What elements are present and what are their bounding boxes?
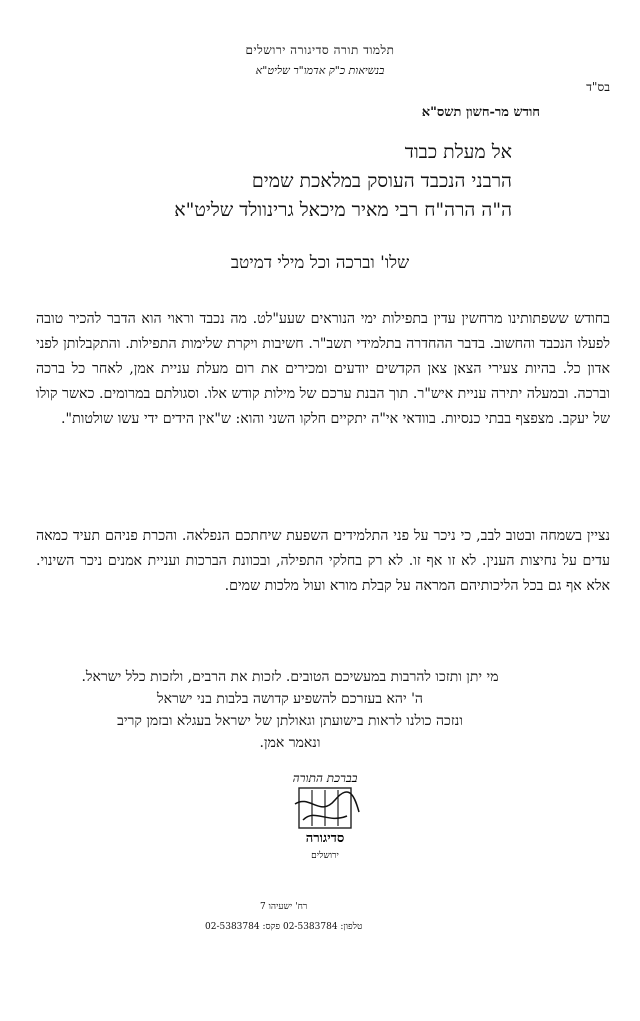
closing-line-3: ונזכה כולנו לראות בישועתן וגאולתן של ישראל בעגלא ובזמן קריב: [117, 713, 463, 729]
closing-line-4: ונאמר אמן.: [259, 735, 321, 751]
bsd-mark: בס"ד: [586, 80, 610, 94]
address-line-3: ה"ה הרה"ח רבי מאיר מיכאל גרינוולד שליט"א: [174, 199, 512, 221]
body-paragraph-2: נציין בשמחה ובטוב לבב, כי ניכר על פני התלמידים השפעת שיחתכם הנפלאה. והכרת פניהם תעיד כמאה עדים על נחיצות הענין. לא זו אף זו. לא רק בחלקי התפילה, ובכוונת הברכות ועניית אמנים ניכר השינוי. אלא אף גם בכל הליכותיהם המראה על קבלת מורא ועול מלכות שמים.: [36, 528, 610, 594]
greeting: שלו' וברכה וכל מילי דמיטב: [230, 253, 410, 273]
closing-blessing: [30, 666, 550, 754]
address-line-1: אל מעלת כבוד: [404, 141, 512, 163]
stamp-blessing: בברכת התורה: [292, 771, 358, 785]
address-line-2: הרבני הנכבד העוסק במלאכת שמים: [251, 170, 512, 192]
letterhead-subtitle: בנשיאות כ"ק אדמו"ר שליט"א: [255, 64, 385, 77]
body-paragraph-1: בחודש ששפתותינו מרחשין עדין בתפילות ימי הנוראים שעע"לט. מה נכבד וראוי הוא הדבר להכיר טובה לפעלו הנכבד והחשוב. בדבר ההחדרה בתלמידי תשב"ר. חשיבות ויקרת שלימות התפילות. והתקבלותן לפני אדון כל. בהיות צעירי הצאן צאן הקדשים יודעים ומכירים את רום מעלת עניית אמן, לאחר כל ברכה וברכה. ובמעלה יתירה עניית איש"ר. תוך הבנת ערכם של מילות קודש אלו. וסגולתם במרומים. כאשר קולו של יעקב. מצפצף בבתי כנסיות. בוודאי אי"ה יתקיים חלקו השני והוא: ש"אין הידים ידי עשו שולטות".: [36, 311, 610, 427]
stamp-city: ירושלים: [311, 851, 339, 861]
letter-date: חודש מר-חשון תשס"א: [421, 105, 540, 120]
closing-line-2: ה' יהא בעזרכם להשפיע קדושה בלבות בני ישראל: [157, 691, 423, 707]
recipient-address: [112, 138, 512, 225]
handwritten-signature: [295, 792, 359, 820]
footer-address: רח' ישעיהו 7: [260, 902, 308, 912]
footer-phones: טלפון: 02-5383784 פקס: 02-5383784: [205, 922, 363, 932]
signature-stamp: [265, 768, 385, 868]
stamp-org: סדיגורה: [305, 831, 345, 846]
closing-line-1: מי יתן ותזכו להרבות במעשיכם הטובים. לזכות את הרבים, ולזכות כלל ישראל.: [81, 669, 499, 685]
letterhead-title: תלמוד תורה סדיגורה ירושלים: [245, 43, 395, 57]
